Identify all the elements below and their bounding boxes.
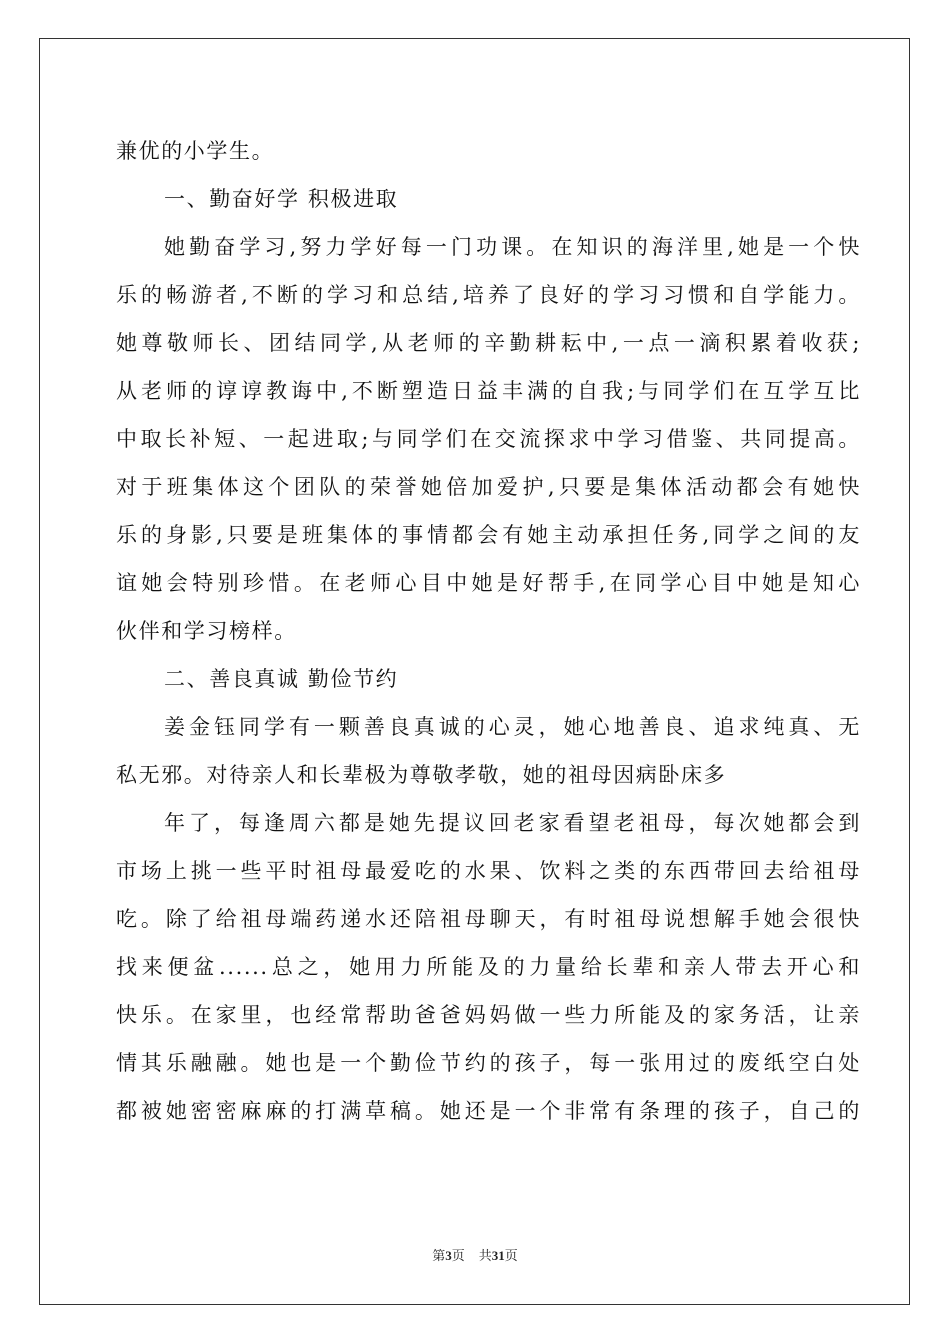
text-line: 吃。除了给祖母端药递水还陪祖母聊天，有时祖母说想解手她会很快: [116, 907, 861, 931]
text-line: 她尊敬师长、团结同学,从老师的辛勤耕耘中,一点一滴积累着收获;: [116, 331, 861, 355]
page-prefix: 第: [432, 1248, 446, 1263]
text-line: 乐的身影,只要是班集体的事情都会有她主动承担任务,同学之间的友: [116, 523, 861, 547]
total-prefix: 共: [478, 1248, 492, 1263]
page-footer: [0, 1248, 950, 1264]
text-line: 伙伴和学习榜样。: [116, 619, 297, 643]
text-line: 情其乐融融。她也是一个勤俭节约的孩子，每一张用过的废纸空白处: [116, 1051, 861, 1075]
text-line: 对于班集体这个团队的荣誉她倍加爱护,只要是集体活动都会有她快: [116, 475, 861, 499]
text-line: 姜金钰同学有一颗善良真诚的心灵，她心地善良、追求纯真、无: [164, 715, 861, 739]
text-line: 乐的畅游者,不断的学习和总结,培养了良好的学习习惯和自学能力。: [116, 283, 861, 307]
text-line: 私无邪。对待亲人和长辈极为尊敬孝敬，她的祖母因病卧床多: [116, 763, 727, 787]
page-suffix: 页: [451, 1248, 465, 1263]
text-line: 兼优的小学生。: [116, 139, 275, 163]
text-line: 年了，每逢周六都是她先提议回老家看望老祖母，每次她都会到: [164, 811, 861, 835]
text-line: 从老师的谆谆教诲中,不断塑造日益丰满的自我;与同学们在互学互比: [116, 379, 861, 403]
text-line: 找来便盆......总之，她用力所能及的力量给长辈和亲人带去开心和: [116, 955, 861, 979]
text-line: 她勤奋学习,努力学好每一门功课。在知识的海洋里,她是一个快: [164, 235, 861, 259]
total-pages: 31: [491, 1248, 505, 1263]
text-line: 都被她密密麻麻的打满草稿。她还是一个非常有条理的孩子，自己的: [116, 1099, 861, 1123]
text-line: 一、勤奋好学 积极进取: [164, 187, 399, 211]
text-line: 二、善良真诚 勤俭节约: [164, 667, 399, 691]
page-number: 3: [445, 1248, 452, 1263]
total-suffix: 页: [504, 1248, 518, 1263]
text-line: 市场上挑一些平时祖母最爱吃的水果、饮料之类的东西带回去给祖母: [116, 859, 861, 883]
text-line: 中取长补短、一起进取;与同学们在交流探求中学习借鉴、共同提高。: [116, 427, 861, 451]
text-line: 快乐。在家里，也经常帮助爸爸妈妈做一些力所能及的家务活，让亲: [116, 1003, 861, 1027]
document-body: [116, 127, 861, 1135]
text-line: 谊她会特别珍惜。在老师心目中她是好帮手,在同学心目中她是知心: [116, 571, 861, 595]
